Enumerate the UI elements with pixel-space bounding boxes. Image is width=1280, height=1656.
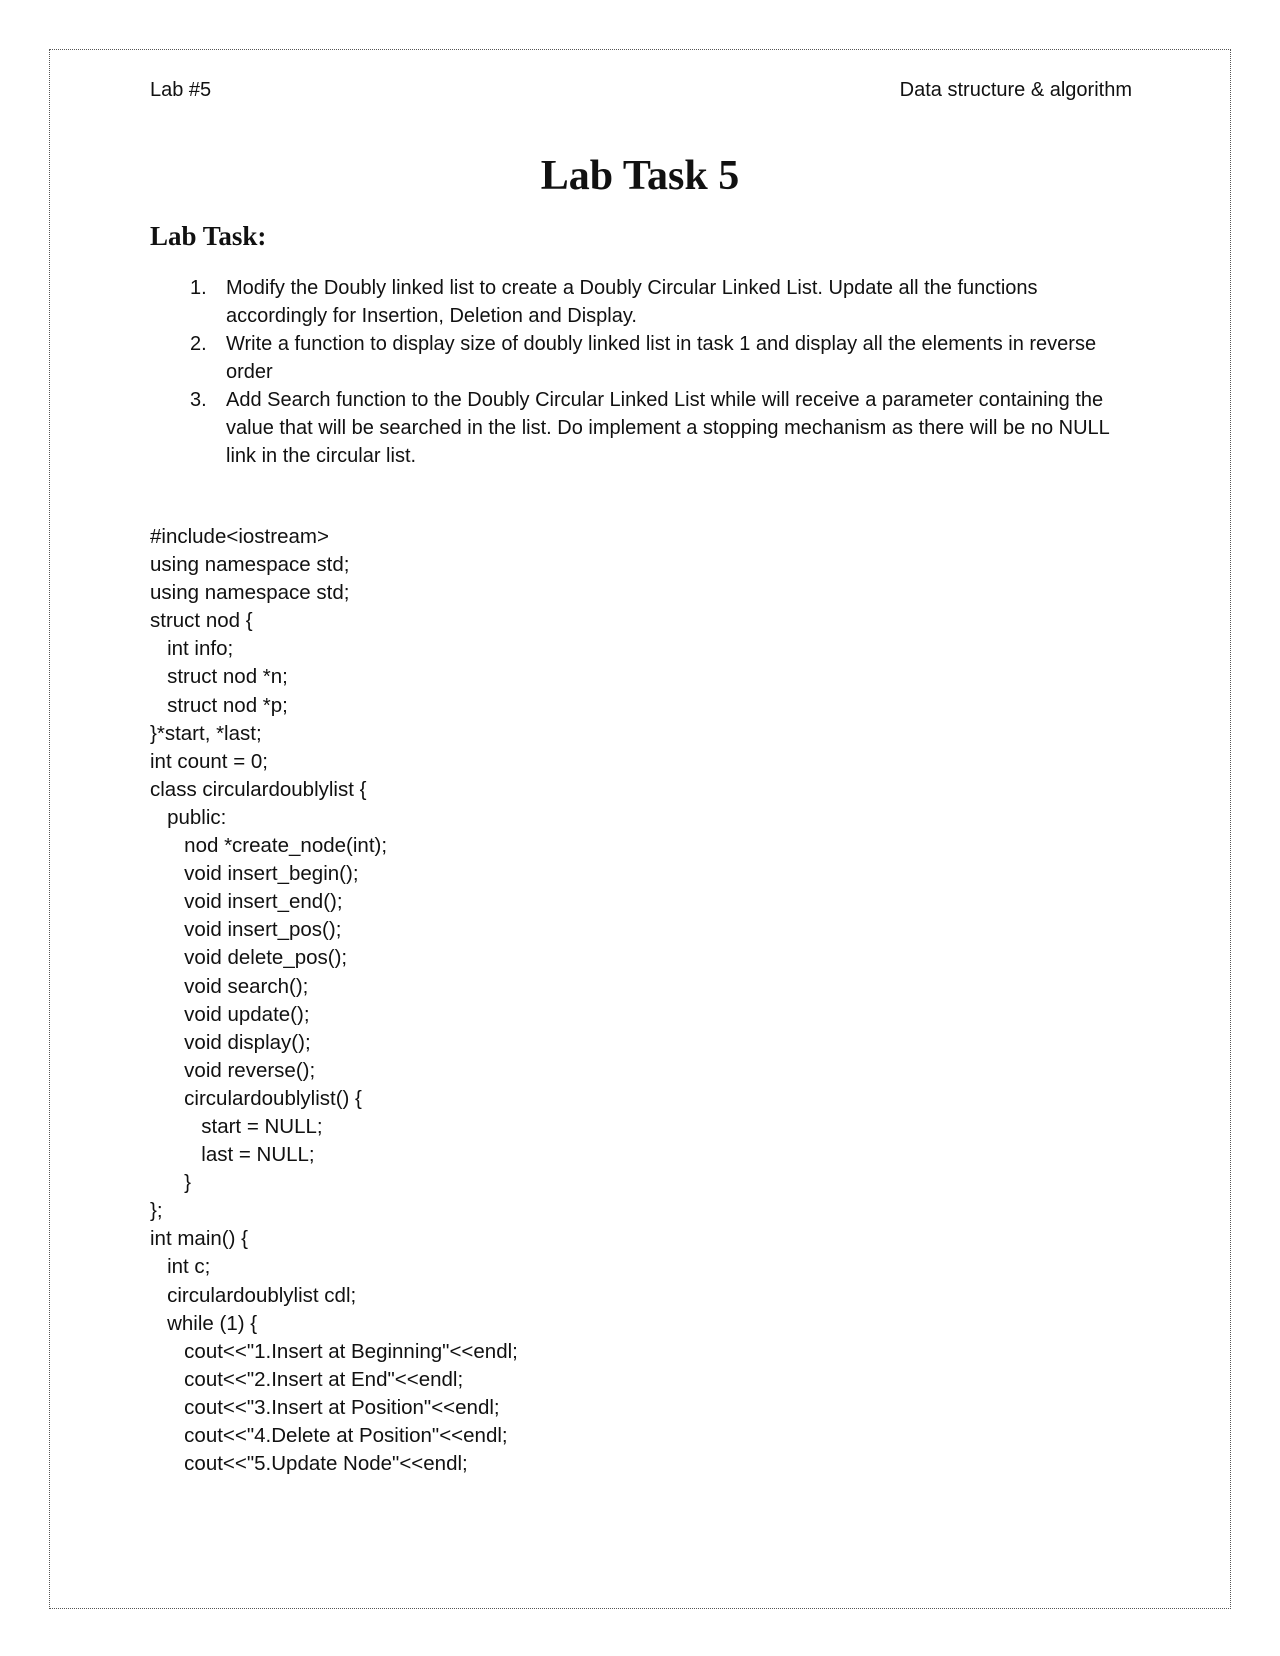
- header-lab-number: Lab #5: [150, 79, 212, 101]
- code-line: void insert_pos();: [150, 918, 342, 942]
- code-listing: [150, 523, 518, 1478]
- task-text: Add Search function to the Doubly Circular Linked List while will receive a parameter containing the value that will be searched in the list. Do implement a stopping mechanism as there will be no NULL link in the circular list.: [226, 389, 1110, 467]
- code-line: void delete_pos();: [150, 946, 348, 970]
- document-title: Lab Task 5: [540, 153, 740, 199]
- code-line: circulardoublylist() {: [150, 1086, 362, 1110]
- code-line: cout<<"4.Delete at Position"<<endl;: [150, 1424, 508, 1447]
- task-text: Write a function to display size of doubly linked list in task 1 and display all the elements in reverse order: [226, 333, 1097, 383]
- task-item-1: [150, 274, 1130, 330]
- header-course-name: Data structure & algorithm: [899, 79, 1132, 101]
- code-line: int c;: [150, 1255, 211, 1279]
- code-line: struct nod {: [150, 609, 253, 633]
- code-line: start = NULL;: [150, 1114, 323, 1138]
- code-line: circulardoublylist cdl;: [150, 1283, 357, 1307]
- code-line: struct nod *n;: [150, 665, 288, 689]
- code-line: cout<<"1.Insert at Beginning"<<endl;: [150, 1339, 518, 1363]
- code-line: public:: [150, 805, 227, 829]
- code-line: void search();: [150, 974, 309, 998]
- code-line: int info;: [150, 637, 234, 661]
- code-line: nod *create_node(int);: [150, 834, 388, 858]
- code-line: int count = 0;: [150, 749, 268, 773]
- task-number: 3.: [190, 389, 207, 411]
- code-line: #include<iostream>: [150, 525, 329, 548]
- task-item-2: [150, 330, 1130, 386]
- code-line: }: [150, 1171, 192, 1195]
- code-line: using namespace std;: [150, 581, 350, 605]
- task-list: [150, 274, 1130, 470]
- code-line: last = NULL;: [150, 1143, 315, 1167]
- code-line: }*start, *last;: [150, 721, 262, 745]
- task-number: 1.: [190, 277, 207, 299]
- code-line: cout<<"3.Insert at Position"<<endl;: [150, 1395, 500, 1419]
- code-line: void insert_end();: [150, 890, 343, 914]
- code-line: void insert_begin();: [150, 862, 359, 886]
- code-line: class circulardoublylist {: [150, 777, 367, 801]
- task-number: 2.: [190, 333, 207, 355]
- code-line: while (1) {: [150, 1311, 258, 1335]
- code-line: void display();: [150, 1030, 311, 1054]
- code-line: struct nod *p;: [150, 693, 288, 717]
- task-text: Modify the Doubly linked list to create a Doubly Circular Linked List. Update all the functions accordingly for Insertion, Deletion and Display.: [226, 277, 1038, 327]
- code-line: cout<<"2.Insert at End"<<endl;: [150, 1367, 464, 1391]
- code-line: void update();: [150, 1002, 310, 1026]
- section-heading-lab-task: Lab Task:: [150, 221, 267, 251]
- code-line: int main() {: [150, 1227, 248, 1251]
- code-line: };: [150, 1199, 163, 1223]
- code-line: void reverse();: [150, 1058, 316, 1082]
- code-line: using namespace std;: [150, 553, 350, 577]
- code-line: cout<<"5.Update Node"<<endl;: [150, 1452, 468, 1476]
- task-item-3: [150, 386, 1130, 470]
